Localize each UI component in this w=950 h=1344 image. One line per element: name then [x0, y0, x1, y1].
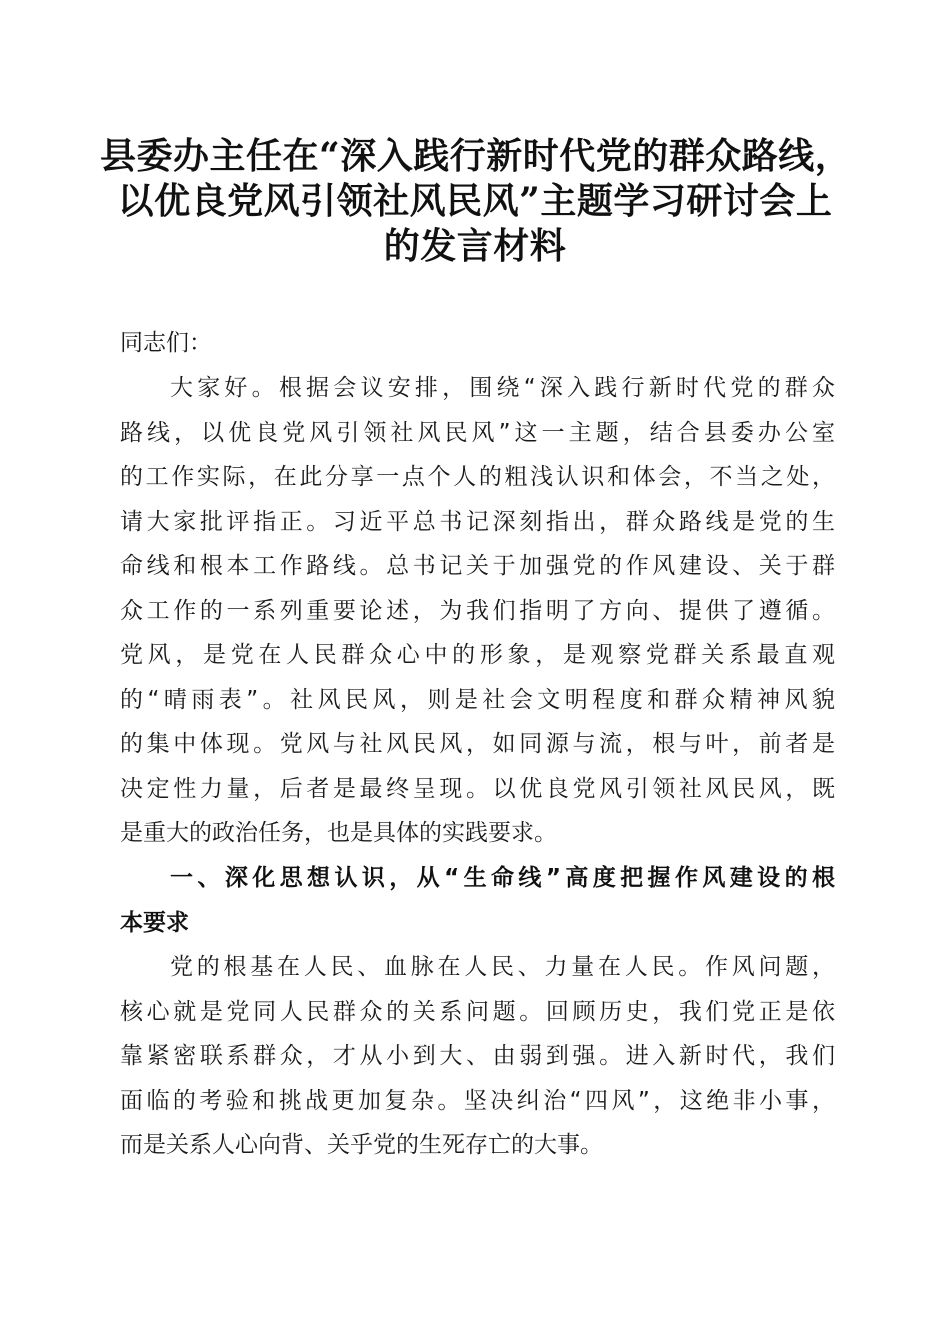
paragraph-line: 是重大的政治任务，也是具体的实践要求。	[120, 820, 557, 846]
paragraph-line: 党的根基在人民、血脉在人民、力量在人民。作风问题，	[170, 954, 835, 980]
paragraph-line: 面临的考验和挑战更加复杂。坚决纠治“四风”，这绝非小事，	[120, 1087, 835, 1114]
heading-line: 一、深化思想认识，从“生命线”高度把握作风建设的根	[170, 865, 835, 891]
paragraph-line: 路线，以优良党风引领社风民风”这一主题，结合县委办公室	[120, 419, 835, 446]
paragraph-line: 核心就是党同人民群众的关系问题。回顾历史，我们党正是依	[120, 998, 835, 1025]
title-line: 县委办主任在“深入践行新时代党的群众路线，	[100, 135, 852, 177]
paragraph-line: 靠紧密联系群众，才从小到大、由弱到强。进入新时代，我们	[120, 1043, 835, 1069]
section-heading-1	[120, 856, 835, 945]
title-line: 的发言材料	[383, 225, 567, 267]
paragraph-line: 的“晴雨表”。社风民风，则是社会文明程度和群众精神风貌	[120, 686, 835, 713]
paragraph-line: 大家好。根据会议安排，围绕“深入践行新时代党的群众	[170, 375, 835, 401]
paragraph-line: 党风，是党在人民群众心中的形象，是观察党群关系最直观	[120, 642, 835, 668]
paragraph-line: 决定性力量，后者是最终呈现。以优良党风引领社风民风，既	[120, 775, 835, 802]
paragraph-line: 请大家批评指正。习近平总书记深刻指出，群众路线是党的生	[120, 508, 835, 535]
paragraph-line: 的集中体现。党风与社风民风，如同源与流，根与叶，前者是	[120, 731, 835, 757]
salutation: 同志们：	[120, 330, 212, 356]
paragraph-intro	[120, 366, 835, 856]
paragraph-line: 众工作的一系列重要论述，为我们指明了方向、提供了遵循。	[120, 597, 835, 624]
paragraph-section-1	[120, 945, 835, 1168]
paragraph-line: 的工作实际，在此分享一点个人的粗浅认识和体会，不当之处，	[120, 464, 835, 490]
paragraph-line: 而是关系人心向背、关乎党的生死存亡的大事。	[120, 1132, 603, 1158]
paragraph-line: 命线和根本工作路线。总书记关于加强党的作风建设、关于群	[120, 553, 835, 579]
heading-line: 本要求	[120, 909, 189, 936]
document-title	[100, 134, 850, 269]
title-line: 以优良党风引领社风民风”主题学习研讨会上	[117, 180, 833, 222]
